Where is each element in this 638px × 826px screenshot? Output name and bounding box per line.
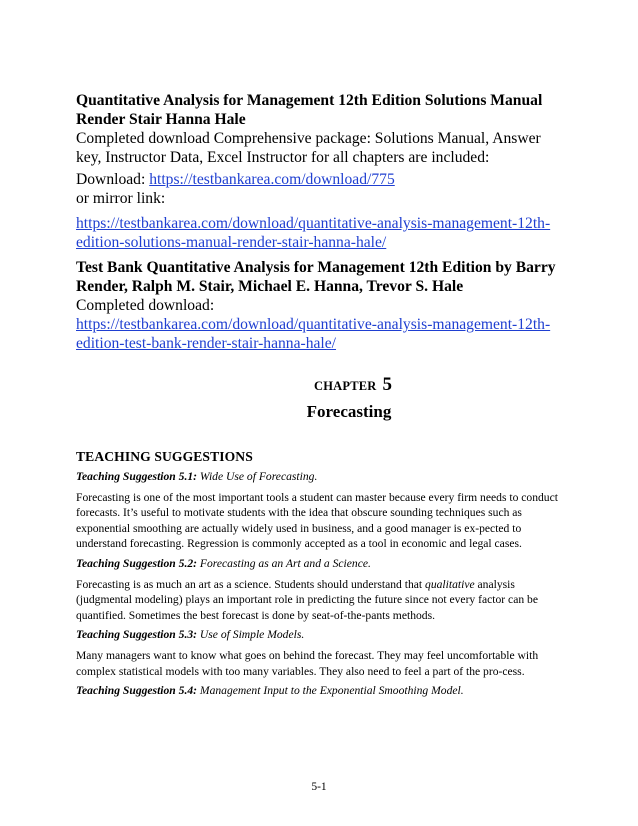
- document-page: [76, 91, 566, 699]
- chapter-keyword: CHAPTER: [313, 379, 377, 393]
- suggestion-title: Management Input to the Exponential Smoothing Model.: [199, 684, 464, 698]
- mirror-link-line: [76, 214, 566, 252]
- suggestion-label: Teaching Suggestion 5.1:: [76, 470, 198, 483]
- suggestion-title: Use of Simple Models.: [199, 628, 305, 642]
- section-heading: TEACHING SUGGESTIONS: [76, 449, 253, 464]
- emphasis-text: qualitative: [425, 577, 475, 591]
- test-bank-link[interactable]: https://testbankarea.com/download/quantitative-analysis-management-12th-edition-test-bank-render-stair-hanna-hale/: [76, 316, 551, 352]
- teaching-suggestion-5-3: [76, 627, 566, 643]
- teaching-suggestion-5-4: [76, 683, 566, 699]
- page-number: 5-1: [311, 781, 327, 793]
- suggestion-body: [76, 577, 566, 624]
- mirror-link[interactable]: https://testbankarea.com/download/quantitative-analysis-management-12th-edition-solutions-manual-render-stair-hanna-hale/: [76, 215, 551, 251]
- completed-download-label: Completed download:: [76, 297, 215, 314]
- test-bank-link-line: [76, 315, 566, 353]
- teaching-suggestion-5-1: [76, 469, 566, 485]
- package-description: Completed download Comprehensive package: Solutions Manual, Answer key, Instructor Data, Excel Instructor for all chapters are included:: [76, 130, 541, 166]
- suggestion-label: Teaching Suggestion 5.2:: [76, 556, 198, 570]
- chapter-title: Forecasting: [306, 402, 392, 421]
- chapter-heading: [76, 374, 566, 396]
- test-bank-title: Test Bank Quantitative Analysis for Management 12th Edition by Barry Render, Ralph M. Stair, Michael E. Hanna, Trevor S. Hale: [76, 259, 556, 295]
- download-line: [76, 170, 566, 189]
- suggestion-label: Teaching Suggestion 5.4:: [76, 684, 198, 698]
- suggestion-label: Teaching Suggestion 5.3:: [76, 628, 198, 642]
- suggestion-title: Wide Use of Forecasting.: [199, 470, 318, 483]
- download-label: Download:: [76, 171, 150, 188]
- download-link[interactable]: https://testbankarea.com/download/775: [149, 171, 395, 188]
- suggestion-body: Many managers want to know what goes on behind the forecast. They may feel uncomfortable with complex statistical models with too many variables. They also need to feel a part of the pro-cess.: [76, 648, 539, 678]
- body-text: Forecasting is as much an art as a science. Students should understand that: [76, 577, 426, 591]
- solutions-manual-title: Quantitative Analysis for Management 12th Edition Solutions Manual Render Stair Hanna Hale: [76, 92, 543, 128]
- suggestion-body: Forecasting is one of the most important tools a student can master because every firm needs to conduct forecasts. It’s useful to motivate students with the idea that obscure sounding techniques such as exponential smoothing are actually widely used in business, and a good manager is ex-pected to understand forecasting. Regression is commonly accepted as a tool in economic and legal cases.: [76, 490, 558, 551]
- mirror-label: or mirror link:: [76, 190, 166, 207]
- teaching-suggestion-5-2: [76, 556, 566, 572]
- body-text: analysis (judgmental modeling) plays an important role in predicting the future since not every factor can be quantified. Sometimes the best forecast is done by seat-of-the-pants methods.: [76, 577, 538, 622]
- suggestion-title: Forecasting as an Art and a Science.: [199, 556, 371, 570]
- chapter-number: 5: [382, 374, 392, 395]
